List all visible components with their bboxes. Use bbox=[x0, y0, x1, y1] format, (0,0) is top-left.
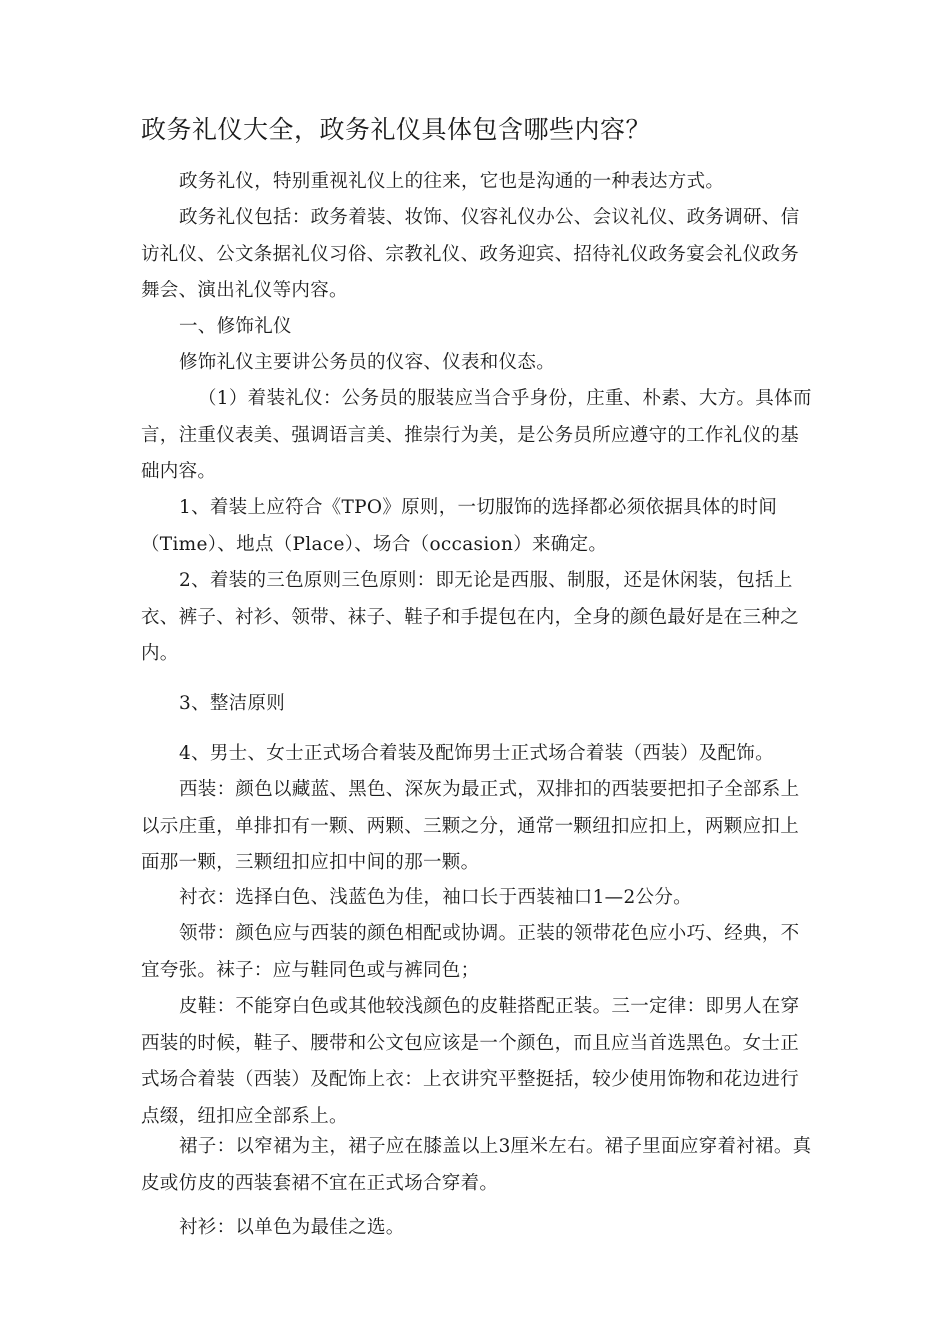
paragraph-tpo-principle: 1、着装上应符合《TPO》原则，一切服饰的选择都必须依据具体的时间（Time）、地点（Place）、场合（occasion）来确定。 bbox=[141, 497, 778, 555]
paragraph-grooming-summary: 修饰礼仪主要讲公务员的仪容、仪表和仪态。 bbox=[179, 352, 556, 373]
paragraph-blouse: 衬衫：以单色为最佳之选。 bbox=[179, 1217, 405, 1238]
paragraph-intro: 政务礼仪，特别重视礼仪上的往来，它也是沟通的一种表达方式。 bbox=[179, 171, 725, 192]
paragraph-shirt: 衬衣：选择白色、浅蓝色为佳，袖口长于西装袖口1—2公分。 bbox=[179, 887, 692, 908]
paragraph-suit: 西装：颜色以藏蓝、黑色、深灰为最正式，双排扣的西装要把扣子全部系上以示庄重，单排扣有一颗、两颗、三颗之分，通常一颗纽扣应扣上，两颗应扣上面那一颗，三颗纽扣应扣中间的那一颗。 bbox=[141, 779, 800, 873]
paragraph-scope: 政务礼仪包括：政务着装、妆饰、仪容礼仪办公、会议礼仪、政务调研、信访礼仪、公文条据礼仪习俗、宗教礼仪、政务迎宾、招待礼仪政务宴会礼仪政务舞会、演出礼仪等内容。 bbox=[141, 207, 800, 301]
paragraph-dress-etiquette: （1）着装礼仪：公务员的服装应当合乎身份，庄重、朴素、大方。具体而言，注重仪表美、强调语言美、推崇行为美，是公务员所应遵守的工作礼仪的基础内容。 bbox=[141, 388, 812, 482]
section-heading-grooming: 一、修饰礼仪 bbox=[179, 316, 292, 337]
paragraph-formal-attire: 4、男士、女士正式场合着装及配饰男士正式场合着装（西装）及配饰。 bbox=[179, 743, 774, 764]
paragraph-skirt: 裙子：以窄裙为主，裙子应在膝盖以上3厘米左右。裙子里面应穿着衬裙。真皮或仿皮的西装套裙不宜在正式场合穿着。 bbox=[141, 1136, 812, 1194]
document-title: 政务礼仪大全，政务礼仪具体包含哪些内容？ bbox=[141, 115, 652, 144]
paragraph-three-color-principle: 2、着装的三色原则三色原则：即无论是西服、制服，还是休闲装，包括上衣、裤子、衬衫、领带、袜子、鞋子和手提包在内，全身的颜色最好是在三种之内。 bbox=[141, 570, 800, 664]
paragraph-shoes-women-top: 皮鞋：不能穿白色或其他较浅颜色的皮鞋搭配正装。三一定律：即男人在穿西装的时候，鞋子、腰带和公文包应该是一个颜色，而且应当首选黑色。女士正式场合着装（西装）及配饰上衣：上衣讲究平整挺括，较少使用饰物和花边进行点缀，纽扣应全部系上。 bbox=[141, 996, 800, 1127]
paragraph-tie-socks: 领带：颜色应与西装的颜色相配或协调。正装的领带花色应小巧、经典，不宜夸张。袜子：应与鞋同色或与裤同色； bbox=[141, 923, 800, 981]
paragraph-tidiness-principle: 3、整洁原则 bbox=[179, 693, 286, 714]
